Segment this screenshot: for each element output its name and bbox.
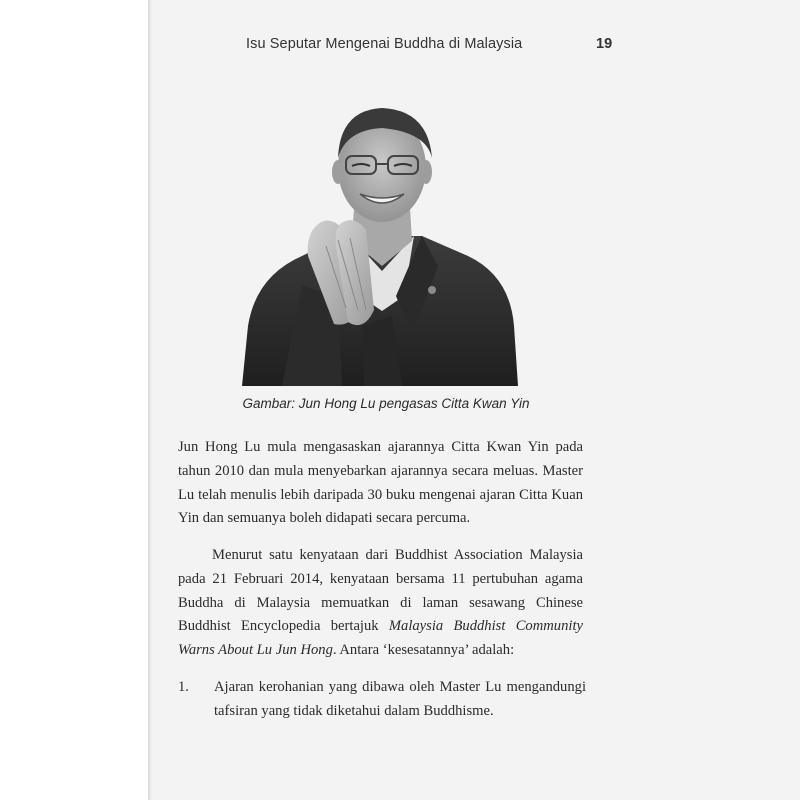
paragraph-2-text-end: . Antara ‘kesesatannya’ adalah:: [332, 642, 515, 659]
list-item-number: 1.: [178, 679, 189, 695]
article-title: Malaysia Buddhist Community Warns About Lu Jun Hong: [178, 618, 583, 659]
figure-caption: Gambar: Jun Hong Lu pengasas Citta Kwan Yin: [242, 396, 530, 411]
body-paragraph-2: [178, 544, 583, 663]
page-gutter-shadow: [148, 0, 152, 800]
portrait-illustration: [242, 96, 518, 386]
list-item-text: Ajaran kerohanian yang dibawa oleh Master Lu mengandungi tafsiran yang tidak diketahui dalam Buddhisme.: [214, 679, 586, 719]
running-head-title: Isu Seputar Mengenai Buddha di Malaysia: [246, 36, 523, 52]
page-number: 19: [596, 36, 613, 52]
portrait-photo: [242, 96, 518, 386]
body-paragraph-1: Jun Hong Lu mula mengasaskan ajarannya Citta Kwan Yin pada tahun 2010 dan mula menyebarkan ajarannya secara meluas. Master Lu telah menulis lebih daripada 30 buku mengenai ajaran Citta Kuan Yin dan semuanya boleh didapati secara percuma.: [178, 439, 583, 527]
paragraph-2-text-start: Menurut satu kenyataan dari Buddhist Association Malaysia pada 21 Februari 2014, kenyataan bersama 11 pertubuhan agama Buddha di Malaysia memuatkan di laman sesawang Chinese Buddhist Encyclopedia bertajuk: [178, 547, 583, 635]
